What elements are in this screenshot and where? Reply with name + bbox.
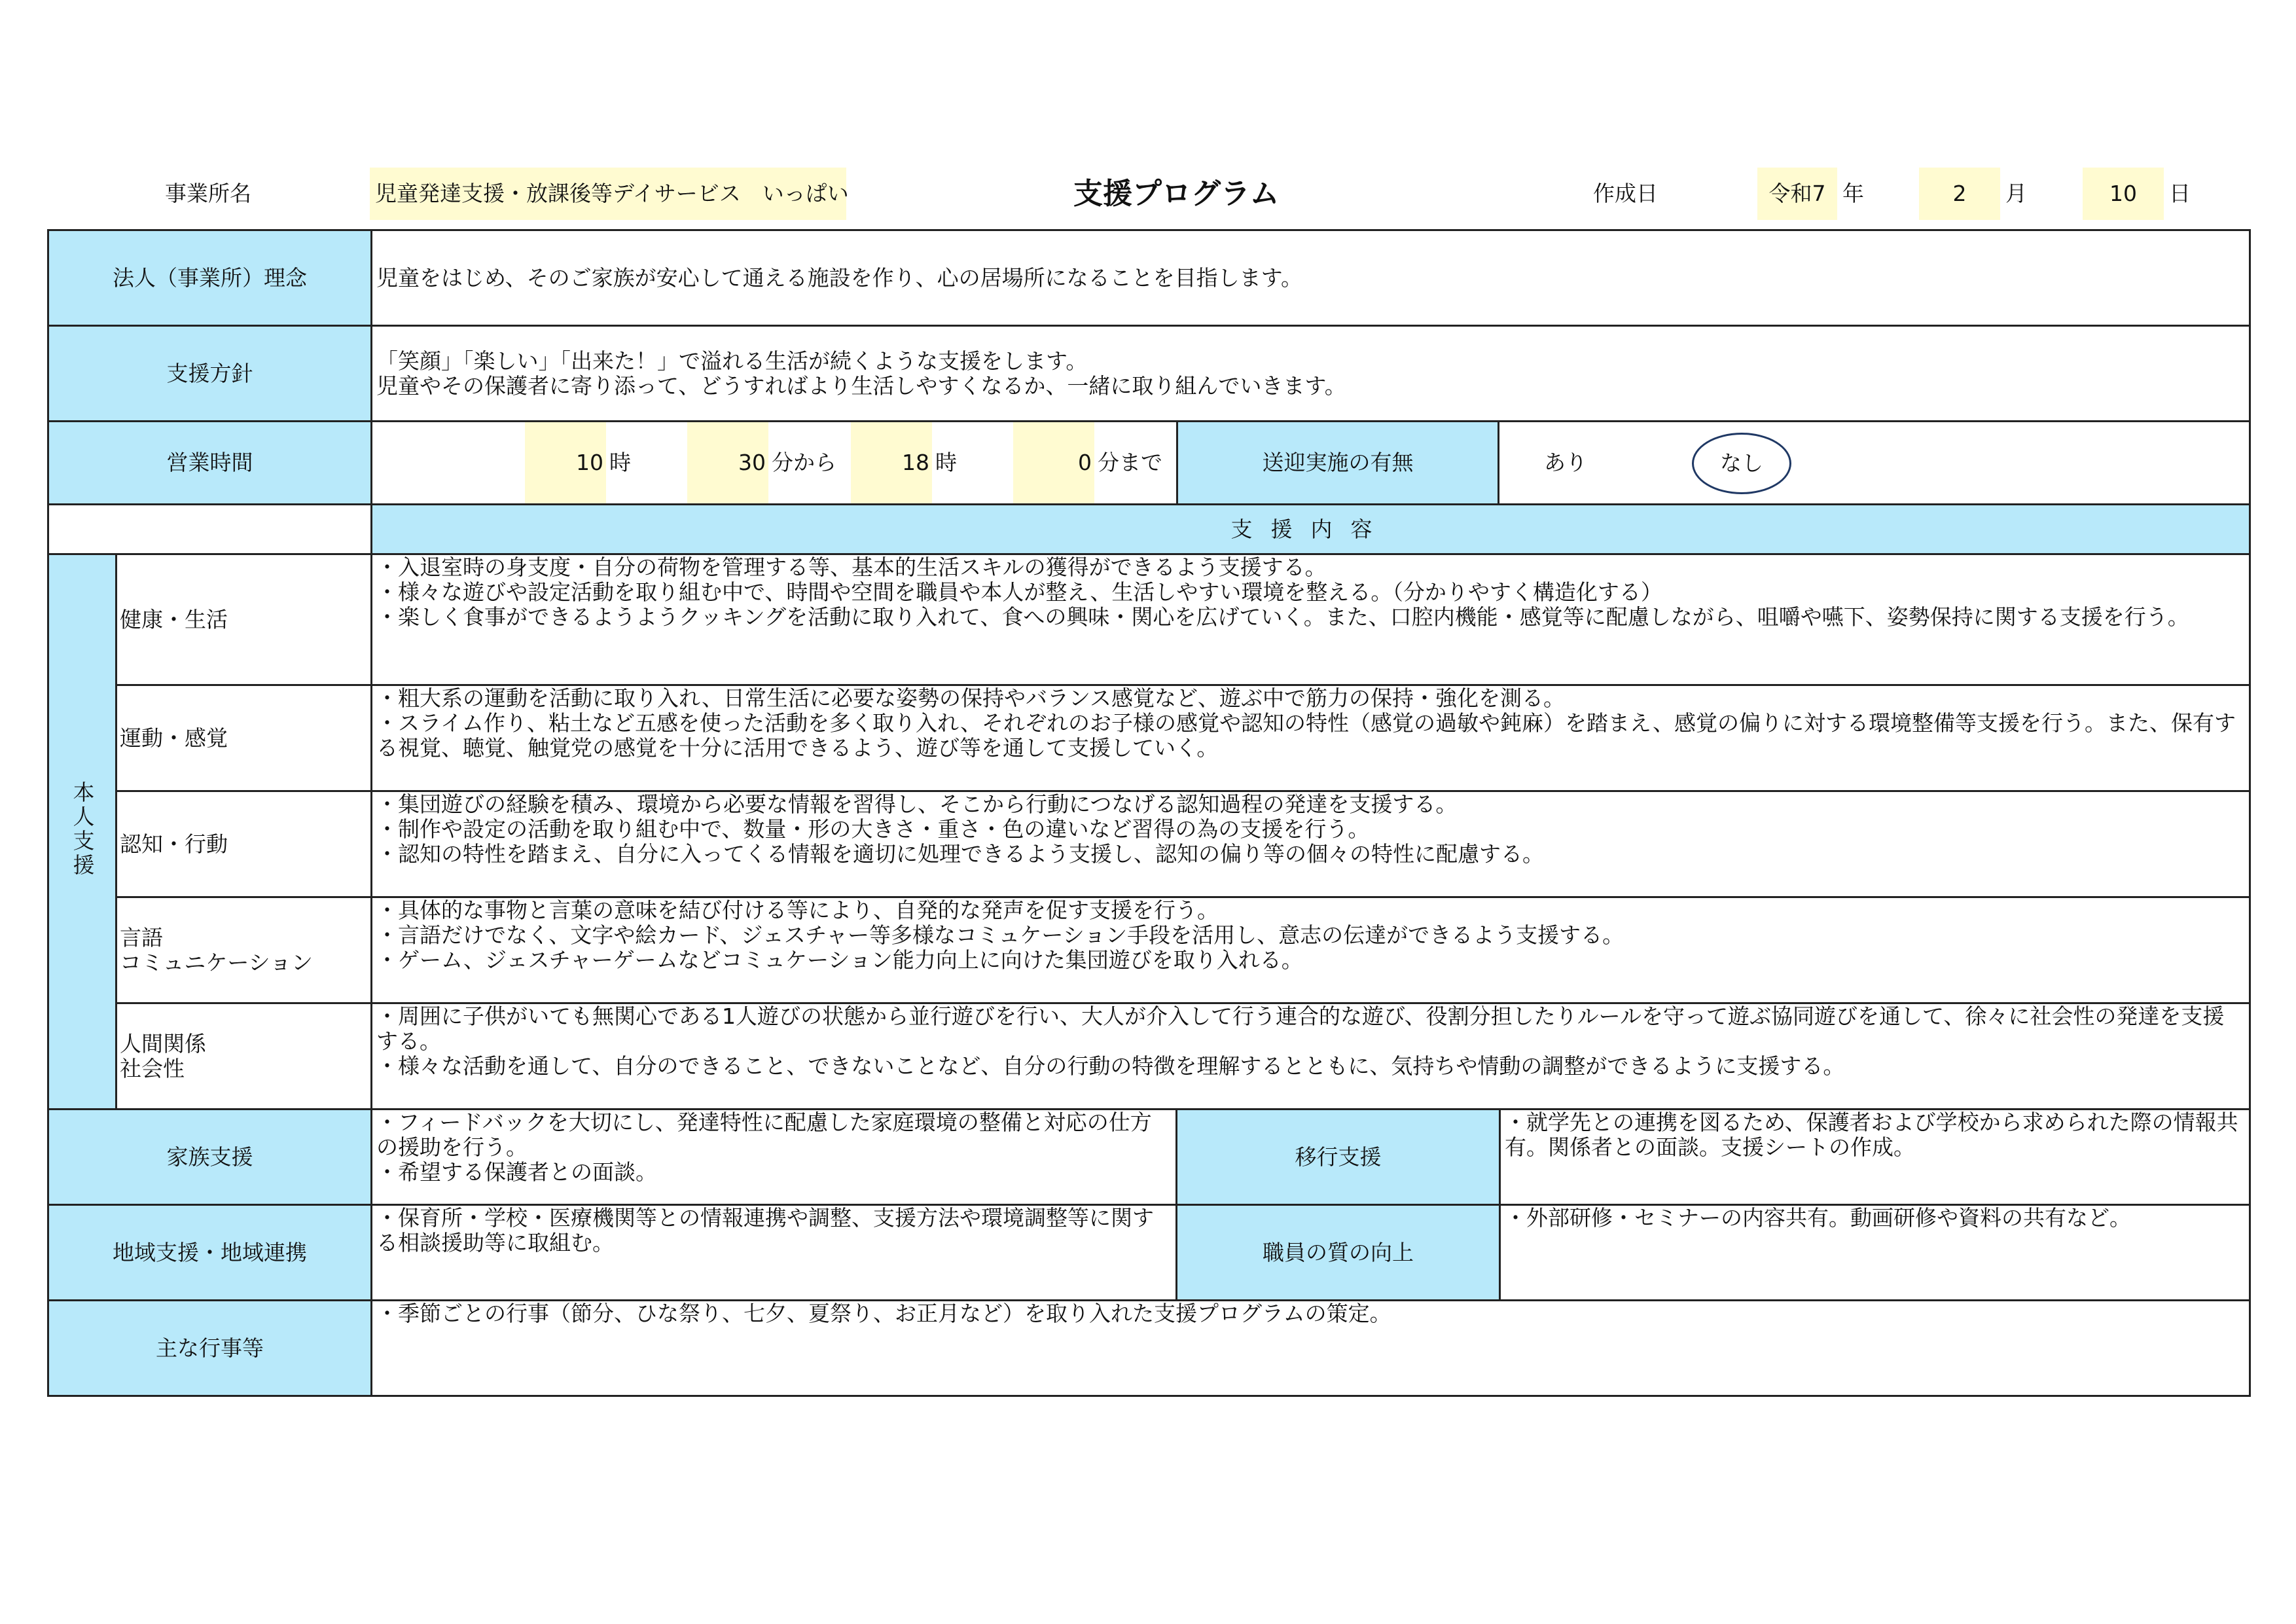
content-header-blank bbox=[48, 505, 372, 554]
motor-sensory-text[interactable]: ・粗大系の運動を活動に取り入れ、日常生活に必要な姿勢の保持やバランス感覚など、遊ぶ中で筋力の保持・強化を測る。 ・スライム作り、粘土など五感を使った活動を多く取り入れ、それぞれのお子様の感覚や認知の特性（感覚の過敏や鈍麻）を踏まえ、感覚の偏りに対する環境整備等支援を行う。また、保有する視覚、聴覚、触覚党の感覚を十分に活用できるよう、遊び等を通して支援していく。 bbox=[372, 685, 2250, 791]
office-name-field[interactable]: 児童発達支援・放課後等デイサービス いっぱい bbox=[370, 168, 846, 220]
philosophy-label: 法人（事業所）理念 bbox=[48, 230, 372, 326]
hours-row bbox=[372, 422, 2250, 505]
end-hour-field[interactable]: 18 bbox=[851, 422, 932, 503]
hour-unit-1: 時 bbox=[609, 450, 631, 475]
transport-label: 送迎実施の有無 bbox=[1176, 422, 1499, 503]
motor-sensory-label: 運動・感覚 bbox=[117, 685, 372, 791]
content-header bbox=[372, 505, 2250, 554]
events-text[interactable]: ・季節ごとの行事（節分、ひな祭り、七夕、夏祭り、お正月など）を取り入れた支援プログラムの策定。 bbox=[372, 1301, 2250, 1396]
family-support-text[interactable]: ・フィードバックを大切にし、発達特性に配慮した家庭環境の整備と対応の仕方の援助を行う。 ・希望する保護者との面談。 bbox=[372, 1110, 1177, 1205]
social-relations-text[interactable]: ・周囲に子供がいても無関心である1人遊びの状態から並行遊びを行い、大人が介入して行う連合的な遊び、役割分担したりルールを守って遊ぶ協同遊びを通して、徐々に社会性の発達を支援する。 ・様々な活動を通して、自分のできること、できないことなど、自分の行動の特徴を理解するとともに、気持ちや情動の調整ができるように支援する。 bbox=[372, 1003, 2250, 1110]
community-support-label: 地域支援・地域連携 bbox=[48, 1205, 372, 1301]
health-life-text[interactable]: ・入退室時の身支度・自分の荷物を管理する等、基本的生活スキルの獲得ができるよう支援する。 ・様々な遊びや設定活動を取り組む中で、時間や空間を職員や本人が整え、生活しやすい環境を整える。（分かりやすく構造化する） ・楽しく食事ができるようようクッキングを活動に取り入れて、食への興味・関心を広げていく。また、口腔内機能・感覚等に配慮しながら、咀嚼や嚥下、姿勢保持に関する支援を行う。 bbox=[372, 554, 2250, 685]
transport-no-option-selected[interactable]: なし bbox=[1692, 433, 1791, 494]
self-support-label bbox=[48, 554, 117, 1110]
office-label: 事業所名 bbox=[165, 181, 251, 206]
staff-quality-label: 職員の質の向上 bbox=[1177, 1205, 1500, 1301]
cognition-behavior-label: 認知・行動 bbox=[117, 791, 372, 897]
day-unit: 日 bbox=[2169, 181, 2191, 206]
social-relations-label: 人間関係 社会性 bbox=[117, 1003, 372, 1110]
transport-yes-option[interactable]: あり bbox=[1544, 450, 1587, 475]
created-date-label: 作成日 bbox=[1593, 181, 1658, 206]
support-program-table bbox=[47, 229, 2251, 1397]
minute-unit-1: 分から bbox=[772, 450, 836, 475]
content-header-text: 支援内容 bbox=[1230, 516, 1391, 542]
page-title: 支援プログラム bbox=[1073, 176, 1280, 211]
cognition-behavior-text[interactable]: ・集団遊びの経験を積み、環境から必要な情報を習得し、そこから行動につなげる認知過程の発達を支援する。 ・制作や設定の活動を取り組む中で、数量・形の大きさ・重さ・色の違いなど習得の為の支援を行う。 ・認知の特性を踏まえ、自分に入ってくる情報を適切に処理できるよう支援し、認知の偏り等の個々の特性に配慮する。 bbox=[372, 791, 2250, 897]
transition-support-text[interactable]: ・就学先との連携を図るため、保護者および学校から求められた際の情報共有。関係者との面談。支援シートの作成。 bbox=[1500, 1110, 2250, 1205]
year-unit: 年 bbox=[1842, 181, 1864, 206]
policy-label: 支援方針 bbox=[48, 326, 372, 422]
end-minute-field[interactable]: 0 bbox=[1013, 422, 1094, 503]
events-label: 主な行事等 bbox=[48, 1301, 372, 1396]
self-support-label-text: 本人支援 bbox=[69, 780, 96, 878]
family-support-label: 家族支援 bbox=[48, 1110, 372, 1205]
staff-quality-text[interactable]: ・外部研修・セミナーの内容共有。動画研修や資料の共有など。 bbox=[1500, 1205, 2250, 1301]
month-field[interactable]: 2 bbox=[1919, 168, 2000, 220]
transition-support-label: 移行支援 bbox=[1177, 1110, 1500, 1205]
start-minute-field[interactable]: 30 bbox=[687, 422, 768, 503]
policy-text[interactable]: 「笑顔」「楽しい」「出来た！」で溢れる生活が続くような支援をします。 児童やその保護者に寄り添って、どうすればより生活しやすくなるか、一緒に取り組んでいきます。 bbox=[372, 326, 2250, 422]
hour-unit-2: 時 bbox=[935, 450, 957, 475]
hours-label: 営業時間 bbox=[48, 422, 372, 505]
year-field[interactable]: 令和7 bbox=[1757, 168, 1837, 220]
language-communication-label: 言語 コミュニケーション bbox=[117, 897, 372, 1003]
start-hour-field[interactable]: 10 bbox=[525, 422, 606, 503]
philosophy-text[interactable]: 児童をはじめ、そのご家族が安心して通える施設を作り、心の居場所になることを目指します。 bbox=[372, 230, 2250, 326]
language-communication-text[interactable]: ・具体的な事物と言葉の意味を結び付ける等により、自発的な発声を促す支援を行う。 ・言語だけでなく、文字や絵カード、ジェスチャー等多様なコミュケーション手段を活用し、意志の伝達ができるよう支援する。 ・ゲーム、ジェスチャーゲームなどコミュケーション能力向上に向けた集団遊びを取り入れる。 bbox=[372, 897, 2250, 1003]
day-field[interactable]: 10 bbox=[2083, 168, 2164, 220]
month-unit: 月 bbox=[2005, 181, 2027, 206]
minute-unit-2: 分まで bbox=[1098, 450, 1162, 475]
health-life-label: 健康・生活 bbox=[117, 554, 372, 685]
community-support-text[interactable]: ・保育所・学校・医療機関等との情報連携や調整、支援方法や環境調整等に関する相談援助等に取組む。 bbox=[372, 1205, 1177, 1301]
